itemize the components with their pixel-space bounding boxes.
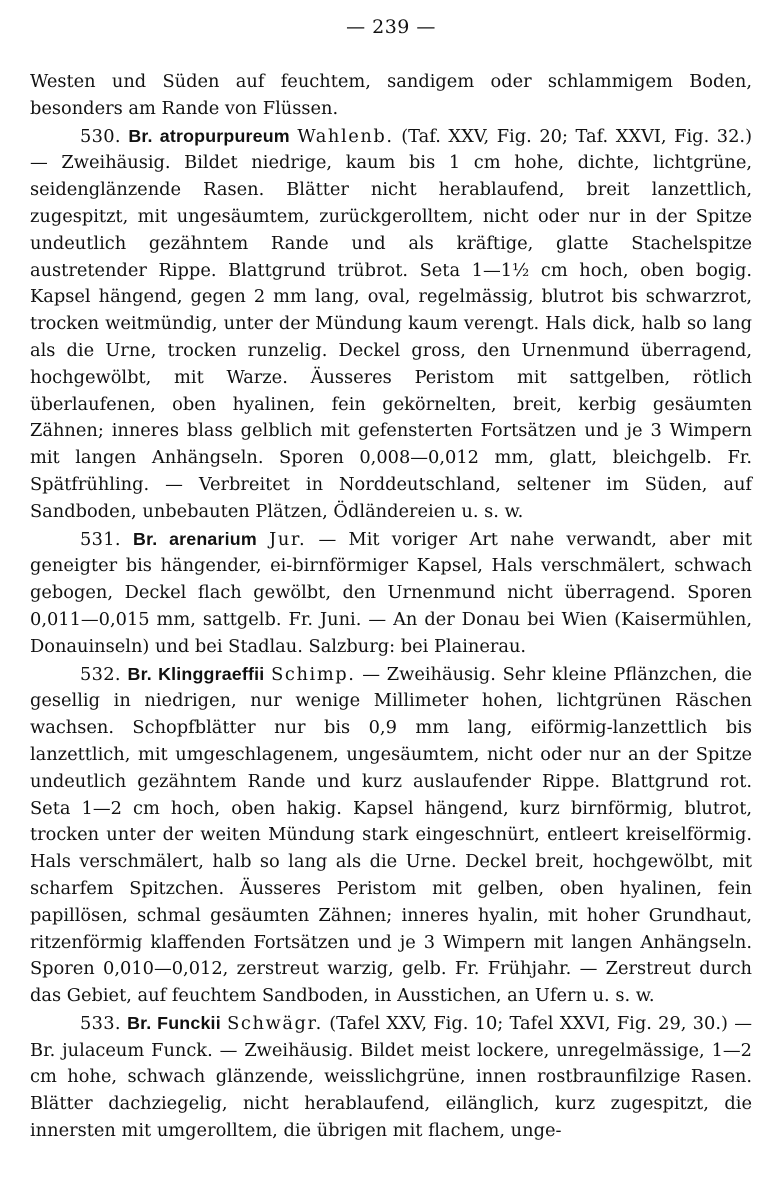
- paragraph-continuation: [30, 69, 752, 123]
- page-body: [30, 69, 752, 1145]
- species-entry-530: [30, 123, 752, 526]
- species-description: — Mit voriger Art nahe verwandt, aber mit geneigter bis hängender, ei-birnförmiger Kapsel, Hals verschmälert, schwach gebogen, Deckel flach gewölbt, den Urnenmund nicht überragend. Sporen 0,011—0,015 mm, sattgelb. Fr. Juni. — An der Donau bei Wien (Kaisermühlen, Donauinseln) und bei Stadlau. Salzburg: bei Plainerau.: [30, 528, 753, 657]
- entry-number: 530.: [80, 125, 121, 147]
- entry-number: 531.: [80, 528, 121, 550]
- species-author: Wahlenb.: [297, 125, 394, 147]
- species-entry-533: [30, 1010, 752, 1145]
- species-author: Schimp.: [271, 663, 356, 685]
- entry-number: 532.: [80, 663, 121, 685]
- species-description: (Taf. XXV, Fig. 20; Taf. XXVI, Fig. 32.) — Zweihäusig. Bildet niedrige, kaum bis 1 cm hohe, dichte, lichtgrüne, seidenglänzende Rasen. Blätter nicht herablaufend, breit lanzettlich, zugespitzt, mit ungesäumtem, zurückgerolltem, nicht oder nur in der Spitze undeutlich gezähntem Rande und als kräftige, glatte Stachelspitze austretender Rippe. Blattgrund trübrot. Seta 1—1½ cm hoch, oben bogig. Kapsel hängend, gegen 2 mm lang, oval, regelmässig, blutrot bis schwarzrot, trocken weitmündig, unter der Mündung kaum verengt. Hals dick, halb so lang als die Urne, trocken runzelig. Deckel gross, den Urnenmund überragend, hochgewölbt, mit Warze. Äusseres Peristom mit sattgelben, rötlich überlaufenen, oben hyalinen, fein gekörnelten, breit, kerbig gesäumten Zähnen; inneres blass gelblich mit gefensterten Fortsätzen und je 3 Wimpern mit langen Anhängseln. Sporen 0,008—0,012 mm, glatt, bleichgelb. Fr. Spätfrühling. — Verbreitet in Norddeutschland, seltener im Süden, auf Sandboden, unbebauten Plätzen, Ödländereien u. s. w.: [30, 125, 753, 522]
- paragraph-text: Westen und Süden auf feuchtem, sandigem oder schlammigem Boden, besonders am Rande von Flüssen.: [30, 71, 752, 119]
- species-author: Jur.: [269, 528, 307, 550]
- species-name: Br. Funckii: [127, 1012, 221, 1033]
- species-entry-532: [30, 661, 752, 1010]
- species-name: Br. Klinggraeffii: [127, 663, 265, 684]
- species-name: Br. atropurpureum: [128, 125, 290, 146]
- species-entry-531: [30, 526, 752, 661]
- species-description: (Tafel XXV, Fig. 10; Tafel XXVI, Fig. 29, 30.) — Br. julaceum Funck. — Zweihäusig. Bildet meist lockere, unregelmässige, 1—2 cm hohe, schwach glänzende, weisslichgrüne, innen rostbraunfilzige Rasen. Blätter dachziegelig, nicht herablaufend, eilänglich, kurz zugespitzt, die innersten mit umgerolltem, die übrigen mit flachem, unge-: [30, 1012, 753, 1142]
- page-number: — 239 —: [346, 16, 436, 38]
- species-name: Br. arenarium: [133, 528, 257, 549]
- species-author: Schwägr.: [227, 1012, 323, 1034]
- entry-number: 533.: [80, 1012, 121, 1034]
- species-description: — Zweihäusig. Sehr kleine Pflänzchen, die gesellig in niedrigen, nur wenige Millimeter hohen, lichtgrünen Räschen wachsen. Schopfblätter nur bis 0,9 mm lang, eiförmig-lanzettlich bis lanzettlich, mit umgeschlagenem, ungesäumtem, nicht oder nur an der Spitze undeutlich gezähntem Rande und kurz auslaufender Rippe. Blattgrund rot. Seta 1—2 cm hoch, oben hakig. Kapsel hängend, kurz birnförmig, blutrot, trocken unter der weiten Mündung stark eingeschnürt, entleert kreiselförmig. Hals verschmälert, halb so lang als die Urne. Deckel breit, hochgewölbt, mit scharfem Spitzchen. Äusseres Peristom mit gelben, oben hyalinen, fein papillösen, schmal gesäumten Zähnen; inneres hyalin, mit hoher Grundhaut, ritzenförmig klaffenden Fortsätzen und je 3 Wimpern mit langen Anhängseln. Sporen 0,010—0,012, zerstreut warzig, gelb. Fr. Frühjahr. — Zerstreut durch das Gebiet, auf feuchtem Sandboden, in Ausstichen, an Ufern u. s. w.: [30, 663, 752, 1007]
